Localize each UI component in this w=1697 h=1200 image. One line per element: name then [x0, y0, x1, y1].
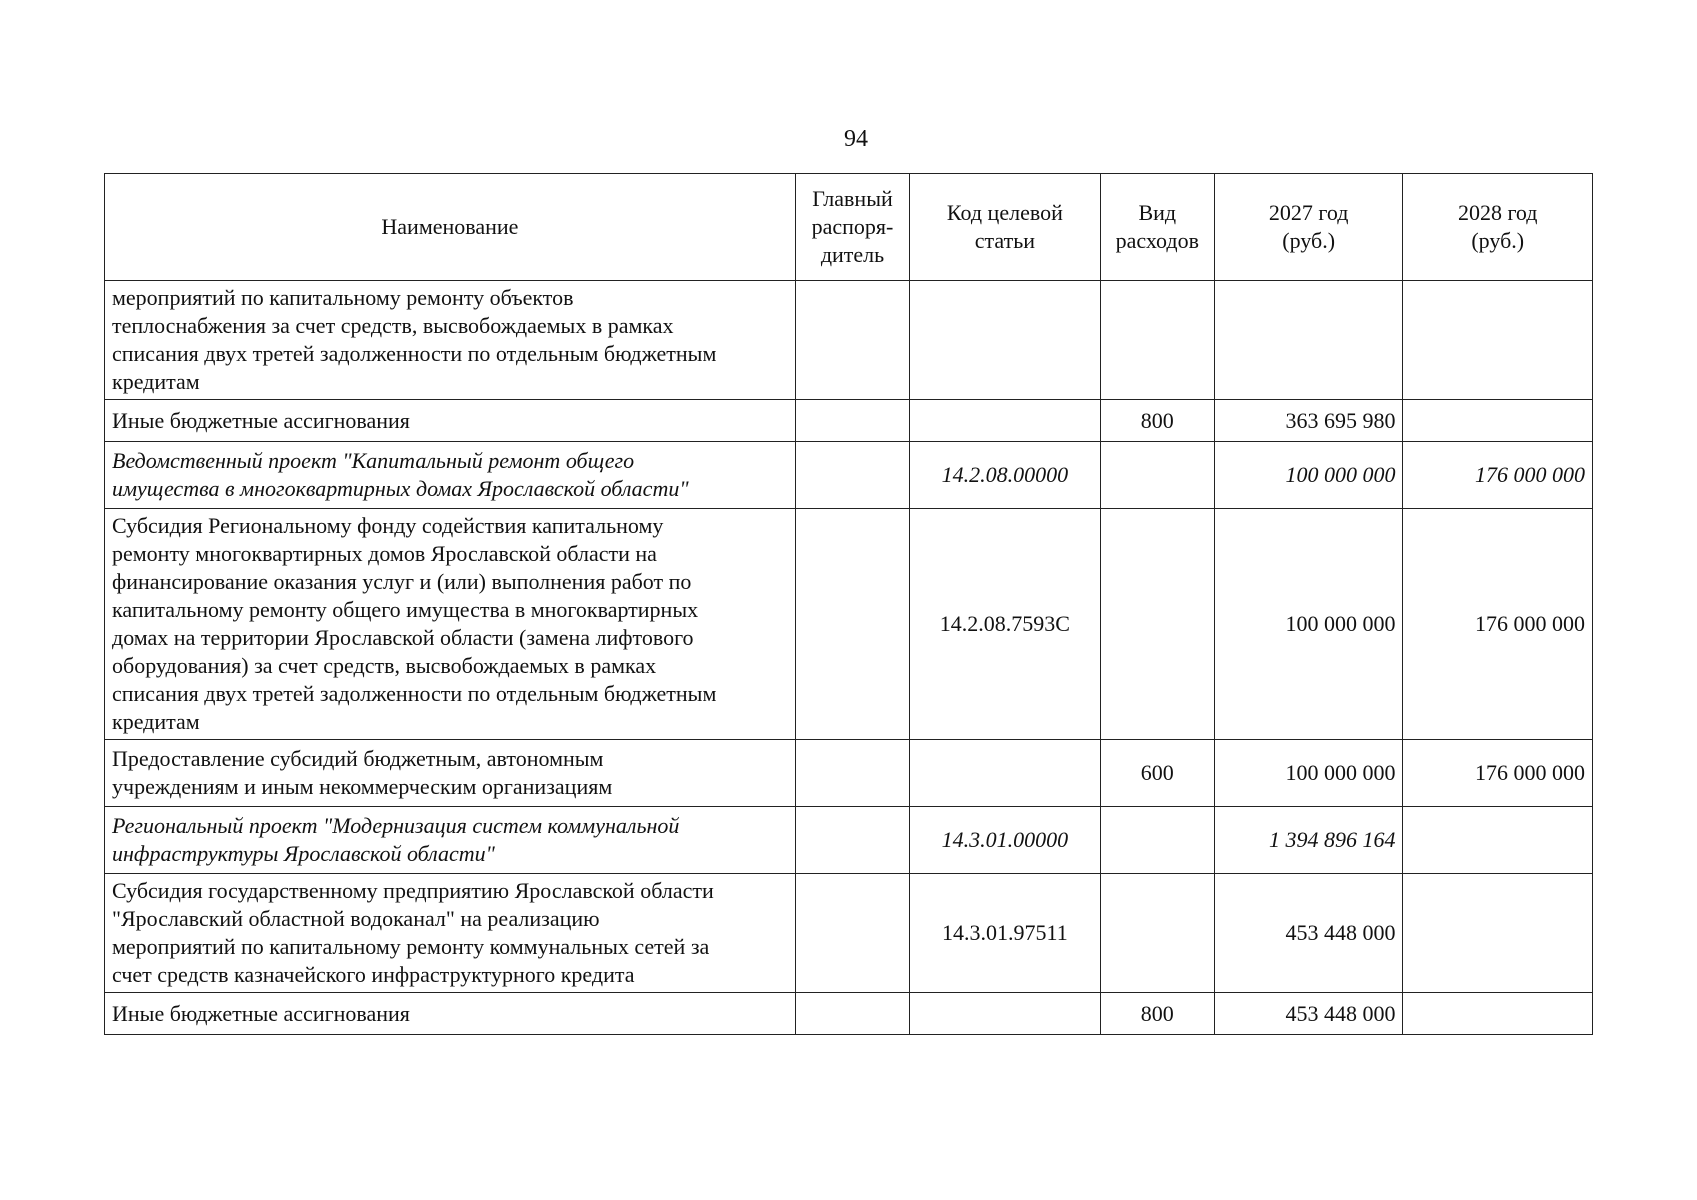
cell-y2028: [1403, 993, 1593, 1035]
cell-y2027: 1 394 896 164: [1214, 807, 1403, 874]
cell-name-line: финансирование оказания услуг и (или) выполнения работ по: [112, 569, 692, 594]
cell-kind: [1100, 509, 1214, 740]
cell-name-line: Ведомственный проект "Капитальный ремонт общего: [112, 448, 635, 473]
cell-name-line: ремонту многоквартирных домов Ярославской области на: [112, 541, 657, 566]
header-y2028: [1403, 174, 1593, 281]
cell-kind: [1100, 281, 1214, 400]
cell-code: 14.3.01.97511: [910, 874, 1101, 993]
cell-name: [105, 442, 796, 509]
table-row: [105, 281, 1593, 400]
cell-y2027: [1214, 281, 1403, 400]
table-row: [105, 993, 1593, 1035]
cell-name: [105, 740, 796, 807]
table-body: [105, 281, 1593, 1035]
cell-y2028: [1403, 807, 1593, 874]
cell-name-line: Иные бюджетные ассигнования: [112, 1000, 410, 1026]
table-row: [105, 442, 1593, 509]
cell-name: [105, 400, 796, 442]
header-line: 2027 год: [1268, 200, 1349, 225]
cell-kind: [1100, 807, 1214, 874]
table-row: [105, 400, 1593, 442]
header-line: Главный: [812, 186, 893, 211]
cell-kind: 600: [1100, 740, 1214, 807]
header-line: (руб.): [1471, 228, 1525, 253]
cell-name: [105, 807, 796, 874]
cell-y2028: [1403, 874, 1593, 993]
cell-name: [105, 874, 796, 993]
table-row: [105, 874, 1593, 993]
table-row: [105, 807, 1593, 874]
cell-name-line: кредитам: [112, 709, 200, 734]
cell-kind: 800: [1100, 400, 1214, 442]
cell-code: 14.2.08.00000: [910, 442, 1101, 509]
header-line: 2028 год: [1457, 200, 1538, 225]
cell-name-line: Региональный проект "Модернизация систем коммунальной: [112, 813, 680, 838]
cell-name-line: счет средств казначейского инфраструктурного кредита: [112, 962, 635, 987]
cell-name: [105, 993, 796, 1035]
cell-y2027: 100 000 000: [1214, 740, 1403, 807]
cell-manager: [795, 281, 909, 400]
cell-code: 14.2.08.7593C: [910, 509, 1101, 740]
header-name: [105, 174, 796, 281]
page-number: 94: [844, 126, 868, 152]
cell-name-line: оборудования) за счет средств, высвобождаемых в рамках: [112, 653, 657, 678]
cell-y2028: 176 000 000: [1403, 740, 1593, 807]
cell-manager: [795, 509, 909, 740]
cell-manager: [795, 442, 909, 509]
cell-kind: 800: [1100, 993, 1214, 1035]
cell-name: [105, 509, 796, 740]
cell-name-line: учреждениям и иным некоммерческим организациям: [112, 774, 613, 799]
table-row: [105, 509, 1593, 740]
header-line: Код целевой: [946, 200, 1063, 225]
cell-manager: [795, 400, 909, 442]
header-line: дитель: [820, 242, 885, 267]
header-line: распоря-: [811, 214, 894, 239]
cell-name-line: мероприятий по капитальному ремонту объектов: [112, 285, 574, 310]
budget-table: [104, 173, 1593, 1035]
cell-manager: [795, 740, 909, 807]
cell-y2028: [1403, 281, 1593, 400]
cell-name-line: кредитам: [112, 369, 200, 394]
cell-manager: [795, 807, 909, 874]
cell-code: [910, 400, 1101, 442]
cell-kind: [1100, 442, 1214, 509]
cell-y2028: 176 000 000: [1403, 509, 1593, 740]
cell-name-line: капитальному ремонту общего имущества в многоквартирных: [112, 597, 699, 622]
cell-name-line: мероприятий по капитальному ремонту коммунальных сетей за: [112, 934, 710, 959]
cell-name-line: теплоснабжения за счет средств, высвобождаемых в рамках: [112, 313, 674, 338]
cell-name-line: "Ярославский областной водоканал" на реализацию: [112, 906, 600, 931]
cell-code: [910, 993, 1101, 1035]
cell-name-line: Предоставление субсидий бюджетным, автономным: [112, 746, 604, 771]
header-line: Наименование: [381, 214, 519, 239]
header-line: Вид: [1138, 200, 1177, 225]
header-manager: [795, 174, 909, 281]
cell-y2027: 363 695 980: [1214, 400, 1403, 442]
cell-manager: [795, 874, 909, 993]
cell-name-line: Субсидия государственному предприятию Ярославской области: [112, 878, 714, 903]
cell-y2028: 176 000 000: [1403, 442, 1593, 509]
cell-code: [910, 740, 1101, 807]
cell-y2027: 453 448 000: [1214, 874, 1403, 993]
cell-y2028: [1403, 400, 1593, 442]
table-row: [105, 740, 1593, 807]
cell-name-line: Субсидия Региональному фонду содействия капитальному: [112, 513, 664, 538]
cell-name-line: домах на территории Ярославской области (замена лифтового: [112, 625, 694, 650]
cell-code: 14.3.01.00000: [910, 807, 1101, 874]
table-header-row: [105, 174, 1593, 281]
header-kind: [1100, 174, 1214, 281]
cell-y2027: 100 000 000: [1214, 509, 1403, 740]
header-code: [910, 174, 1101, 281]
cell-y2027: 100 000 000: [1214, 442, 1403, 509]
cell-name-line: списания двух третей задолженности по отдельным бюджетным: [112, 341, 717, 366]
cell-name-line: имущества в многоквартирных домах Ярославской области": [112, 476, 689, 501]
cell-name: [105, 281, 796, 400]
header-line: (руб.): [1282, 228, 1336, 253]
header-y2027: [1214, 174, 1403, 281]
cell-manager: [795, 993, 909, 1035]
cell-kind: [1100, 874, 1214, 993]
cell-name-line: списания двух третей задолженности по отдельным бюджетным: [112, 681, 717, 706]
header-line: статьи: [974, 228, 1036, 253]
cell-name-line: инфраструктуры Ярославской области": [112, 841, 495, 866]
cell-code: [910, 281, 1101, 400]
header-line: расходов: [1115, 228, 1199, 253]
cell-name-line: Иные бюджетные ассигнования: [112, 407, 410, 433]
cell-y2027: 453 448 000: [1214, 993, 1403, 1035]
